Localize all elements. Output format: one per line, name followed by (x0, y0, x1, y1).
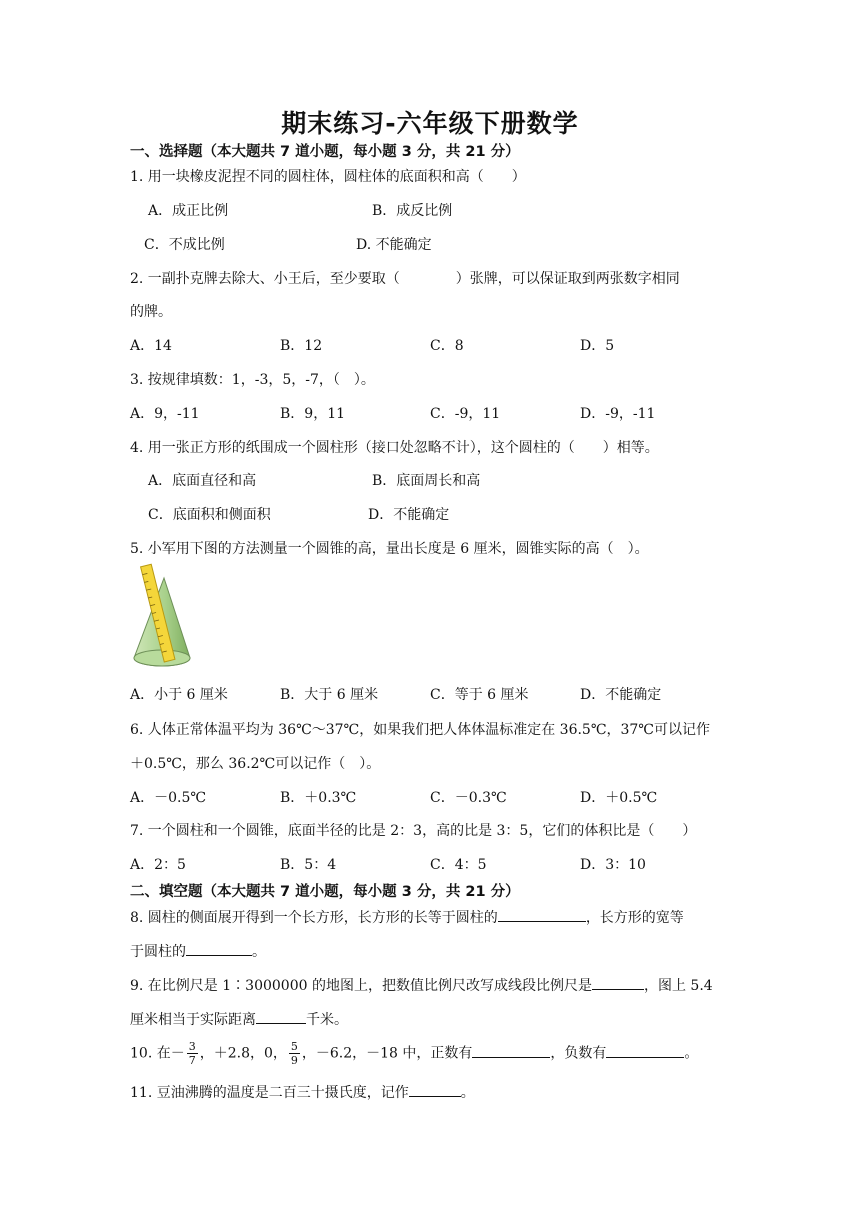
question-10-text-5: 。 (684, 1045, 699, 1062)
question-9-line1 (130, 975, 713, 995)
question-7-option-c: C．4：5 (430, 857, 487, 873)
question-7-option-d: D．3：10 (580, 857, 646, 873)
question-4-option-d: D．不能确定 (368, 507, 450, 523)
question-11-text-2: 。 (460, 1085, 475, 1101)
question-2-option-a: A．14 (130, 338, 172, 354)
question-10-text-4: ，负数有 (550, 1045, 607, 1062)
question-7-stem: 7. 一个圆柱和一个圆锥，底面半径的比是 2：3，高的比是 3：5，它们的体积比是（ ） (130, 823, 697, 839)
question-2-option-d: D．5 (580, 338, 615, 354)
question-5-stem: 5. 小军用下图的方法测量一个圆锥的高，量出长度是 6 厘米，圆锥实际的高（ ）。 (130, 541, 649, 557)
question-2-option-c: C．8 (430, 338, 464, 354)
question-3-option-d: D．-9，-11 (580, 406, 656, 422)
question-10-answer-blank-1[interactable] (472, 1043, 550, 1058)
question-10-text-3: ，－6.2，－18 中，正数有 (301, 1045, 473, 1062)
question-10-text-2: ，＋2.8，0， (199, 1045, 287, 1062)
question-9-answer-blank-2[interactable] (256, 1009, 306, 1024)
question-8-answer-blank-1[interactable] (498, 907, 586, 922)
question-3-stem: 3. 按规律填数：1，-3，5，-7，（ ）。 (130, 372, 375, 388)
question-9-text-3: 厘米相当于实际距离 (130, 1012, 256, 1028)
cone-with-ruler-figure (128, 562, 196, 676)
question-7-option-b: B．5：4 (280, 857, 337, 873)
question-8-text-4: 。 (252, 944, 266, 960)
question-5-option-c: C．等于 6 厘米 (430, 687, 529, 703)
question-5-option-a: A．小于 6 厘米 (130, 687, 228, 703)
question-8-text-1: 8. 圆柱的侧面展开得到一个长方形，长方形的长等于圆柱的 (130, 910, 498, 926)
question-7-option-a: A．2：5 (130, 857, 186, 873)
question-2-stem-line2: 的牌。 (130, 304, 172, 320)
question-10-text-1: 10. 在－ (130, 1045, 185, 1062)
fraction-negative-three-sevenths: $\frac{3}{7}$ (188, 1040, 196, 1067)
question-4-option-c: C．底面积和侧面积 (148, 507, 271, 523)
question-9-text-2: ，图上 5.4 (643, 978, 713, 994)
question-6-option-a: A．－0.5℃ (130, 790, 207, 806)
question-3-option-a: A．9，-11 (130, 406, 200, 422)
question-5-option-d: D．不能确定 (580, 687, 662, 703)
question-9-text-4: 千米。 (306, 1012, 348, 1028)
page-title: 期末练习-六年级下册数学 (281, 109, 579, 138)
question-8-text-3: 于圆柱的 (130, 944, 186, 960)
question-5-option-b: B．大于 6 厘米 (280, 687, 379, 703)
section-heading-choice: 一、选择题（本大题共 7 道小题，每小题 3 分，共 21 分） (130, 144, 520, 160)
question-9-answer-blank-1[interactable] (592, 975, 644, 990)
question-3-option-b: B．9，11 (280, 406, 346, 422)
question-10-answer-blank-2[interactable] (606, 1043, 684, 1058)
question-11-text-1: 11. 豆油沸腾的温度是二百三十摄氏度，记作 (130, 1085, 409, 1101)
question-9-text-1: 9. 在比例尺是 1∶3000000 的地图上，把数值比例尺改写成线段比例尺是 (130, 978, 592, 994)
question-1-stem: 1. 用一块橡皮泥捏不同的圆柱体，圆柱体的底面积和高（ ） (130, 169, 526, 185)
section-heading-fill-in: 二、填空题（本大题共 7 道小题，每小题 3 分，共 21 分） (130, 884, 520, 900)
question-1-option-b: B．成反比例 (372, 203, 453, 219)
question-11-answer-blank[interactable] (409, 1082, 461, 1097)
question-1-option-c: C．不成比例 (144, 237, 225, 253)
question-8-text-2: ，长方形的宽等 (585, 910, 684, 926)
question-8-answer-blank-2[interactable] (186, 941, 252, 956)
question-6-option-c: C．－0.3℃ (430, 790, 507, 806)
question-3-option-c: C．-9，11 (430, 406, 501, 422)
question-8-line1 (130, 907, 684, 927)
question-6-option-d: D．＋0.5℃ (580, 790, 658, 806)
question-1-option-d: D. 不能确定 (356, 237, 432, 253)
question-10-line (130, 1040, 698, 1067)
question-6-stem-line1: 6. 人体正常体温平均为 36℃～37℃，如果我们把人体体温标准定在 36.5℃，37℃可以记作 (130, 722, 710, 738)
fraction-five-ninths: $\frac{5}{9}$ (290, 1040, 298, 1067)
question-6-stem-line2: ＋0.5℃，那么 36.2℃可以记作（ ）。 (130, 756, 381, 772)
question-11-line (130, 1082, 475, 1102)
question-9-line2 (130, 1009, 348, 1029)
question-2-option-b: B．12 (280, 338, 323, 354)
question-8-line2 (130, 941, 266, 961)
question-4-option-b: B．底面周长和高 (372, 473, 481, 489)
question-1-option-a: A．成正比例 (148, 203, 229, 219)
question-2-stem-line1: 2. 一副扑克牌去除大、小王后，至少要取（ ）张牌，可以保证取到两张数字相同 (130, 271, 680, 287)
question-4-stem: 4. 用一张正方形的纸围成一个圆柱形（接口处忽略不计），这个圆柱的（ ）相等。 (130, 440, 659, 456)
question-4-option-a: A．底面直径和高 (148, 473, 257, 489)
question-6-option-b: B．＋0.3℃ (280, 790, 357, 806)
